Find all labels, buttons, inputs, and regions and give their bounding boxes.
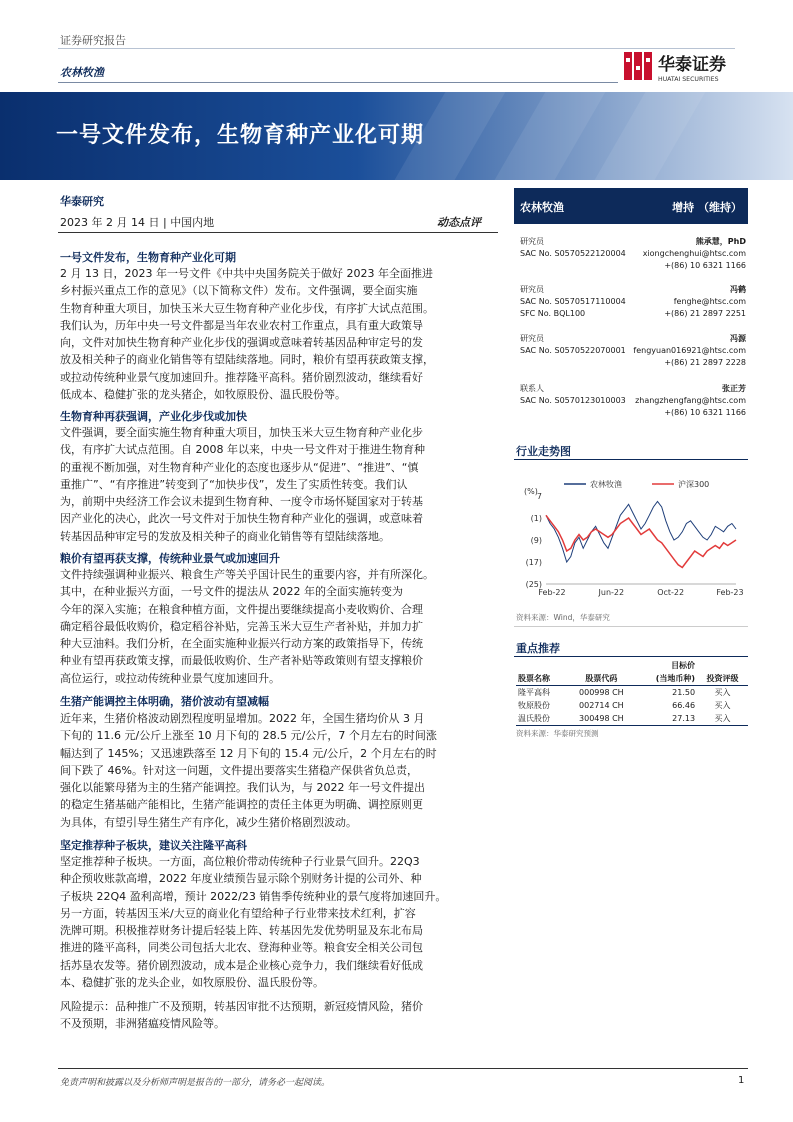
col-header: 股票代码 (567, 672, 636, 686)
analyst-block: 联系人 张正芳 SAC No. S0570123010003 zhangzhengfang@htsc.com +(86) 10 6321 1166 (520, 384, 746, 417)
x-tick-label: Feb-22 (538, 588, 566, 597)
risk-note: 风险提示：品种推广不及预期，转基因审批不达预期，新冠疫情风险，猪价 不及预期，非洲猪瘟疫情风险等。 (60, 1000, 423, 1031)
picks-table (516, 659, 748, 726)
table-row: 牧原股份 002714 CH 66.46 买入 (518, 701, 731, 710)
rating-value: 增持 （维持） (672, 201, 742, 214)
meta-separator: | (162, 216, 171, 229)
report-date: 2023 年 2 月 14 日 (60, 216, 160, 229)
col-header: (当地币种) (636, 672, 697, 686)
section-heading: 坚定推荐种子板块，建议关注隆平高科 (60, 839, 247, 852)
analyst-block: 研究员 冯源 SAC No. S0570522070001 fengyuan016921@htsc.com +(86) 21 2897 2228 (520, 334, 746, 367)
series-line (546, 515, 736, 567)
y-tick-label: (1) (530, 514, 542, 523)
report-type: 动态点评 (437, 216, 481, 229)
date-region (60, 214, 214, 230)
sector-divider (58, 82, 618, 83)
section-body: 坚定推荐种子板块。一方面，高位粮价带动传统种子行业景气回升。22Q3 种企预收账款高增，2022 年度业绩预告显示除个别财务计提的公司外、种 子板块 22Q4 盈利高增，预计 2022/23 销售季传统种业的景气度将加速回升。 另一方面，转基因玉米/大豆的商业化有望给种子行业带来技术红利，扩容 洗牌可期。积极推荐财务计提后轻装上阵、转基因先发优势明显及东北布局 推进的隆平高科，同类公司包括大北农、登海种业等。粮食安全相关公司包 括苏垦农发等。猪价剧烈波动，成本是企业核心竞争力，我们继续看好低成 本、稳健扩张的龙头企业，如牧原股份、温氏股份等。 (60, 855, 447, 990)
col-header: 目标价 (671, 661, 696, 670)
org-label: 华泰研究 (60, 195, 104, 208)
y-tick-label: (17) (525, 558, 542, 567)
col-header: 股票名称 (516, 672, 567, 686)
table-row: 温氏股份 300498 CH 27.13 买入 (516, 712, 748, 726)
section-heading: 生猪产能调控主体明确，猪价波动有望减幅 (60, 695, 269, 708)
footer-divider (58, 1068, 748, 1069)
y-unit-label: (%) (524, 487, 538, 496)
section-heading: 粮价有望再获支撑，传统种业景气或加速回升 (60, 552, 280, 565)
series-line (546, 502, 736, 563)
analyst-block: 研究员 冯鹤 SAC No. S0570517110004 fenghe@htsc.com SFC No. BQL100 +(86) 21 2897 2251 (520, 285, 746, 318)
page-number: 1 (738, 1075, 745, 1086)
logo-en-text: HUATAI SECURITIES (658, 76, 719, 83)
y-tick-label: (25) (525, 580, 542, 589)
report-region: 中国内地 (170, 216, 215, 229)
col-header: 投资评级 (697, 672, 748, 686)
picks-divider (514, 656, 748, 657)
section-body: 2 月 13 日，2023 年一号文件《中共中央国务院关于做好 2023 年全面推进 乡村振兴重点工作的意见》（以下简称文件）发布。文件强调，要全面实施 生物育种重大项目，加快玉米大豆生物育种产业化步伐，有序扩大试点范围。 我们认为，历年中央一号文件都是当年农业农村工作重点，具有重大政策导 向，文件对加快生物育种产业化步伐的强调或意味着转基因品种审定号的发 放及相关种子的商业化销售等有望陆续落地。同时，粮价有望再获政策支撑， 或拉动传统种业景气度加速回升。推荐隆平高科。猪价剧烈波动，继续看好 低成本、稳健扩张的龙头猪企，如牧原股份、温氏股份等。 (60, 267, 434, 402)
trend-title: 行业走势图 (516, 445, 571, 458)
trend-source: 资料来源：Wind，华泰研究 (516, 613, 610, 622)
picks-title: 重点推荐 (516, 642, 560, 655)
section-body: 文件强调，要全面实施生物育种重大项目，加快玉米大豆生物育种产业化步 伐，有序扩大试点范围。自 2008 年以来，中央一号文件对于推进生物育种 的重视不断加强，对生物育种产业化的态度也逐步从“促进”、“推进”、“慎 重推广”、“有序推进”转变到了“加快步伐”，发生了实质性转变。我们认 为，前期中央经济工作会议未提到生物育种、一度令市场怀疑国家对于转基 因产业化的决心，此次一号文件对于加快生物育种产业化的强调，或意味着 转基因品种审定号的发放及相关种子的商业化销售等有望陆续落地。 (60, 426, 425, 543)
source-divider (514, 626, 748, 627)
report-title: 一号文件发布，生物育种产业化可期 (56, 123, 425, 148)
table-row: 隆平高科 000998 CH 21.50 买入 (518, 688, 731, 697)
sector-label: 农林牧渔 (60, 66, 104, 79)
trend-chart (514, 466, 748, 606)
legend-label: 农林牧渔 (590, 480, 622, 489)
y-tick-label: (9) (530, 536, 542, 545)
huatai-logo (624, 48, 754, 88)
analyst-block: 研究员 熊承慧，PhD SAC No. S0570522120004 xiongchenghui@htsc.com +(86) 10 6321 1166 (520, 237, 746, 270)
trend-divider (514, 459, 748, 460)
y-tick-label: 7 (536, 492, 542, 501)
section-body: 近年来，生猪价格波动剧烈程度明显增加。2022 年，全国生猪均价从 3 月 下旬的 11.6 元/公斤上涨至 10 月下旬的 28.5 元/公斤，7 个月左右的时间涨 幅达到了 145%；又迅速跌落至 12 月下旬的 15.4 元/公斤，2 个月左右的时 间下跌了 46%。针对这一问题，文件提出要落实生猪稳产保供省负总责， 强化以能繁母猪为主的生猪产能调控。我们认为，与 2022 年一号文件提出 的稳定生猪基础产能相比，生猪产能调控的责任主体更为明确、调控原则更 为具体，有望引导生猪生产有序化，减少生猪价格剧烈波动。 (60, 712, 437, 829)
section-heading: 一号文件发布，生物育种产业化可期 (60, 251, 236, 264)
rating-sector: 农林牧渔 (520, 201, 564, 214)
logo-cn-text: 华泰证券 (658, 55, 726, 75)
doc-type-label: 证券研究报告 (60, 34, 126, 47)
section-heading: 生物育种再获强调，产业化步伐或加快 (60, 410, 247, 423)
x-tick-label: Feb-23 (716, 588, 744, 597)
disclaimer-note: 免责声明和披露以及分析师声明是报告的一部分，请务必一起阅读。 (60, 1078, 331, 1088)
section-body: 文件持续强调种业振兴、粮食生产等关乎国计民生的重要内容，并有所深化。 其中，在种业振兴方面，一号文件的提法从 2022 年的全面实施转变为 今年的深入实施；在粮食种植方面，文件提出要继续提高小麦收购价、合理 确定稻谷最低收购价，稳定稻谷补贴，完善玉米大豆生产者补贴，并加力扩 种大豆油料。我们分析，在全面实施种业振兴行动方案的政策指导下，传统 种业有望再获政策支撑，而最低收购价、生产者补贴等政策则有望支撑粮价 高位运行，或拉动传统种业景气度加速回升。 (60, 568, 434, 685)
x-tick-label: Oct-22 (657, 588, 685, 597)
picks-source: 资料来源：华泰研究预测 (516, 729, 599, 738)
legend-label: 沪深300 (678, 480, 710, 489)
meta-divider (58, 232, 498, 233)
logo-mark-icon (624, 52, 652, 80)
x-tick-label: Jun-22 (598, 588, 625, 597)
